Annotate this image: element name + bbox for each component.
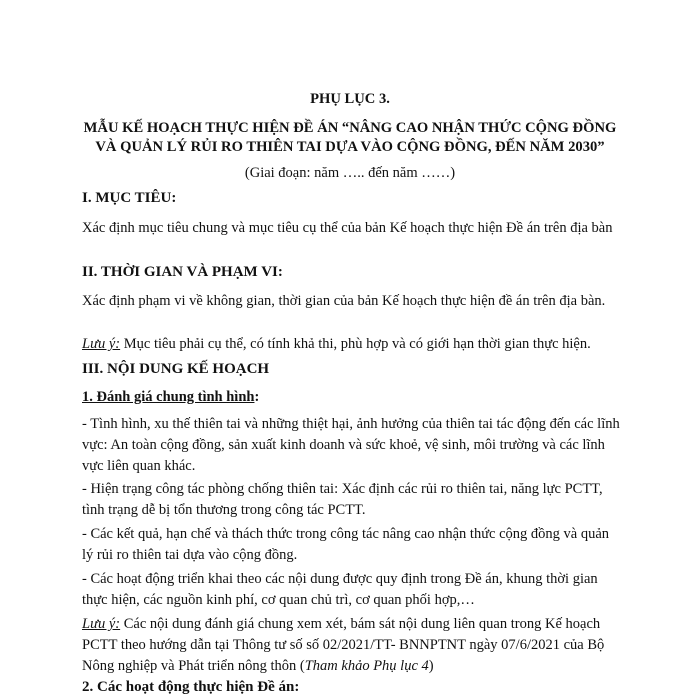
section-2-note bbox=[82, 334, 622, 355]
note-text: Mục tiêu phải cụ thể, có tính khả thi, phù hợp và có giới hạn thời gian thực hiện. bbox=[120, 336, 591, 352]
subsection-1-heading bbox=[82, 387, 622, 408]
section-1-text: Xác định mục tiêu chung và mục tiêu cụ thể của bản Kế hoạch thực hiện Đề án trên địa bàn bbox=[82, 220, 613, 236]
note-reference: Tham khảo Phụ lục 4 bbox=[304, 658, 429, 674]
document-title-line-1: MẪU KẾ HOẠCH THỰC HIỆN ĐỀ ÁN “NÂNG CAO NHẬN THỨC CỘNG ĐỒNG bbox=[83, 120, 617, 136]
section-2-text: Xác định phạm vi về không gian, thời gian của bản Kế hoạch thực hiện đề án trên địa bàn. bbox=[82, 293, 606, 309]
bullet-item: - Hiện trạng công tác phòng chống thiên tai: Xác định các rủi ro thiên tai, năng lực PCTT, tình trạng dễ bị tổn thương trong công tác PCTT. bbox=[82, 481, 603, 518]
bullet-item: - Các hoạt động triển khai theo các nội dung được quy định trong Đề án, khung thời gian thực hiện, các nguồn kinh phí, cơ quan chủ trì, cơ quan phối hợp,… bbox=[82, 571, 598, 608]
section-3-heading: III. NỘI DUNG KẾ HOẠCH bbox=[82, 361, 270, 377]
section-1-heading: I. MỤC TIÊU: bbox=[82, 190, 177, 206]
bullet-item: - Các kết quả, hạn chế và thách thức trong công tác nâng cao nhận thức cộng đồng và quản lý rủi ro thiên tai dựa vào cộng đồng. bbox=[82, 526, 610, 563]
period-subtitle: (Giai đoạn: năm ….. đến năm ……) bbox=[244, 165, 456, 181]
appendix-title: PHỤ LỤC 3. bbox=[310, 91, 390, 107]
subsection-1-colon: : bbox=[254, 389, 260, 405]
note-end: ) bbox=[428, 658, 434, 674]
section-2-heading: II. THỜI GIAN VÀ PHẠM VI: bbox=[82, 264, 283, 280]
subsection-2-heading: 2. Các hoạt động thực hiện Đề án: bbox=[82, 679, 300, 695]
bullet-item: - Tình hình, xu thế thiên tai và những thiệt hại, ảnh hưởng của thiên tai tác động đến các lĩnh vực: An toàn cộng đồng, sản xuất kinh doanh và sức khoẻ, vệ sinh, môi trường và các lĩnh vực liên quan khác. bbox=[82, 416, 620, 474]
note-label: Lưu ý: bbox=[82, 616, 121, 632]
note-text: Các nội dung đánh giá chung xem xét, bám sát nội dung liên quan trong Kế hoạch PCTT theo hướng dẫn tại Thông tư số số 02/2021/TT- BNNPTNT ngày 07/6/2021 của Bộ Nông nghiệp và Phát triển nông thôn ( bbox=[82, 616, 605, 674]
subsection-1-label: 1. Đánh giá chung tình hình bbox=[82, 389, 255, 405]
document-title-line-2: VÀ QUẢN LÝ RỦI RO THIÊN TAI DỰA VÀO CỘNG ĐỒNG, ĐẾN NĂM 2030” bbox=[95, 139, 605, 155]
note-label: Lưu ý: bbox=[82, 336, 121, 352]
section-3-note bbox=[82, 614, 622, 677]
